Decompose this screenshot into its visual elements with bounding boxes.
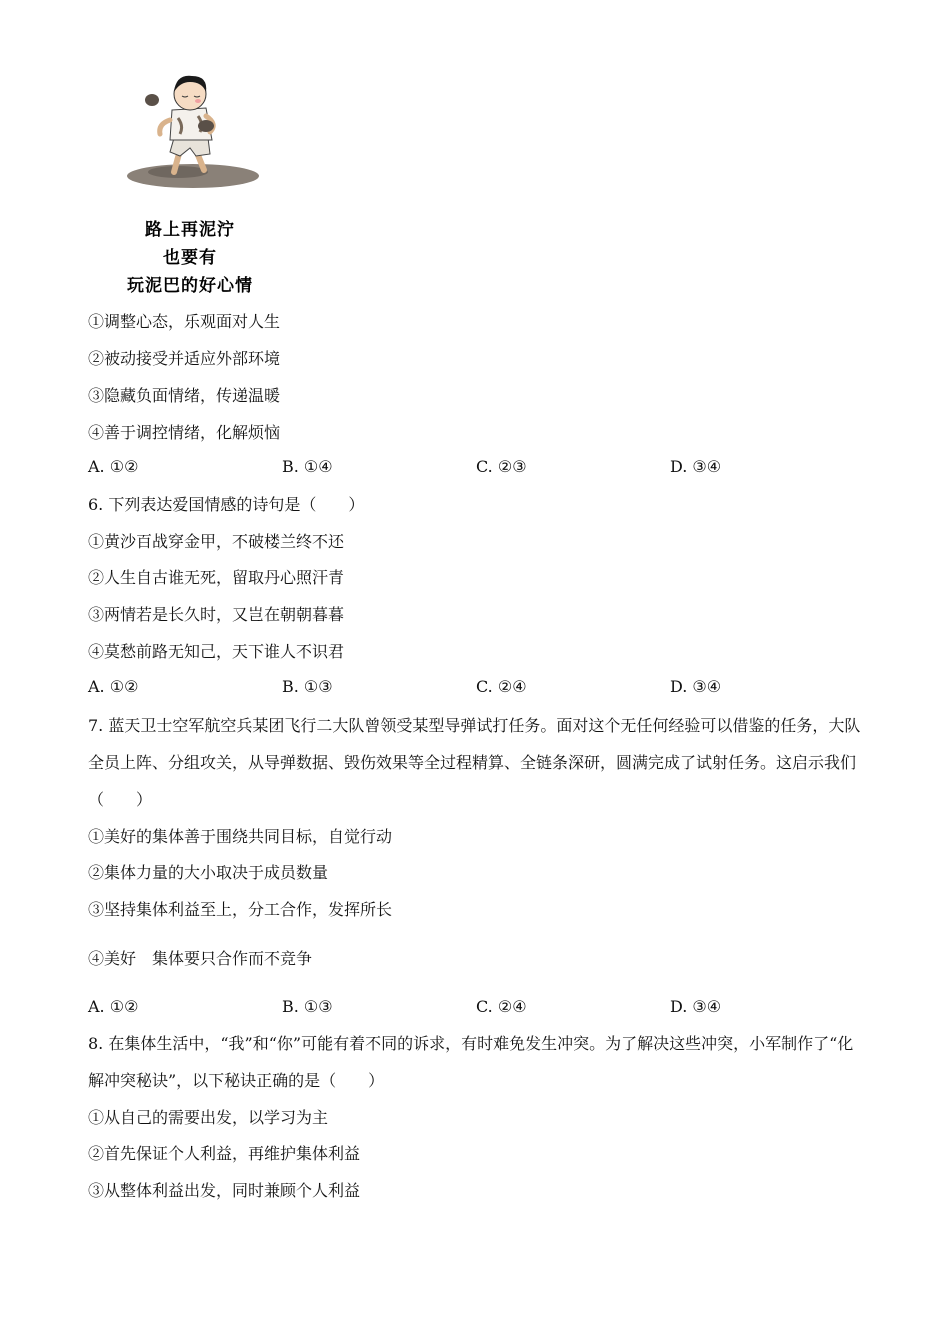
q6-option-a[interactable]: A. ①② <box>88 677 139 696</box>
q6-statement-1: ①黄沙百战穿金甲，不破楼兰终不还 <box>88 532 345 551</box>
mud-ball-left <box>145 94 159 106</box>
q5-option-d[interactable]: D. ③④ <box>670 457 722 476</box>
boy-shorts <box>170 138 210 156</box>
q5-statement-2: ②被动接受并适应外部环境 <box>88 349 281 368</box>
q8-statement-3: ③从整体利益出发，同时兼顾个人利益 <box>88 1181 361 1200</box>
illustration-caption-line-1: 路上再泥泞 <box>145 220 235 240</box>
q5-option-b[interactable]: B. ①④ <box>282 457 333 476</box>
q7-options <box>88 997 868 1019</box>
q5-option-c[interactable]: C. ②③ <box>476 457 527 476</box>
boy-playing-mud-illustration <box>118 68 268 193</box>
illustration-caption-line-2: 也要有 <box>163 248 217 268</box>
q6-option-c[interactable]: C. ②④ <box>476 677 527 696</box>
q7-option-a[interactable]: A. ①② <box>88 997 139 1016</box>
q6-statement-2: ②人生自古谁无死，留取丹心照汗青 <box>88 568 345 587</box>
q5-statement-4: ④善于调控情绪，化解烦恼 <box>88 423 281 442</box>
q7-statement-2: ②集体力量的大小取决于成员数量 <box>88 863 329 882</box>
q8-statement-2: ②首先保证个人利益，再维护集体利益 <box>88 1144 361 1163</box>
q7-option-c[interactable]: C. ②④ <box>476 997 527 1016</box>
q5-statement-3: ③隐藏负面情绪，传递温暖 <box>88 386 281 405</box>
q6-option-b[interactable]: B. ①③ <box>282 677 333 696</box>
q7-option-b[interactable]: B. ①③ <box>282 997 333 1016</box>
q8-statement-1: ①从自己的需要出发，以学习为主 <box>88 1108 329 1127</box>
q5-statement-1: ①调整心态，乐观面对人生 <box>88 312 281 331</box>
q7-option-d[interactable]: D. ③④ <box>670 997 722 1016</box>
illustration-caption-line-3: 玩泥巴的好心情 <box>127 276 253 296</box>
q6-option-d[interactable]: D. ③④ <box>670 677 722 696</box>
q6-options <box>88 677 868 699</box>
q6-statement-3: ③两情若是长久时，又岂在朝朝暮暮 <box>88 605 345 624</box>
q6-statement-4: ④莫愁前路无知己，天下谁人不识君 <box>88 642 345 661</box>
q7-statement-4: ④美好 集体要只合作而不竞争 <box>88 949 313 968</box>
q7-statement-1: ①美好的集体善于围绕共同目标，自觉行动 <box>88 827 393 846</box>
q6-stem: 6. 下列表达爱国情感的诗句是（ ） <box>88 495 365 514</box>
q5-options <box>88 457 868 479</box>
q7-stem: 7. 蓝天卫士空军航空兵某团飞行二大队曾领受某型导弹试打任务。面对这个无任何经验可以借鉴的任务，大队全员上阵、分组攻关，从导弹数据、毁伤效果等全过程精算、全链条深研，圆满完成了试射任务。这启示我们（ ） <box>88 716 861 809</box>
mud-ball-hands <box>198 120 214 132</box>
q5-option-a[interactable]: A. ①② <box>88 457 139 476</box>
q8-stem: 8. 在集体生活中，“我”和“你”可能有着不同的诉求，有时难免发生冲突。为了解决这些冲突，小军制作了“化解冲突秘诀”，以下秘诀正确的是（ ） <box>88 1034 854 1090</box>
q7-statement-3: ③坚持集体利益至上，分工合作，发挥所长 <box>88 900 393 919</box>
